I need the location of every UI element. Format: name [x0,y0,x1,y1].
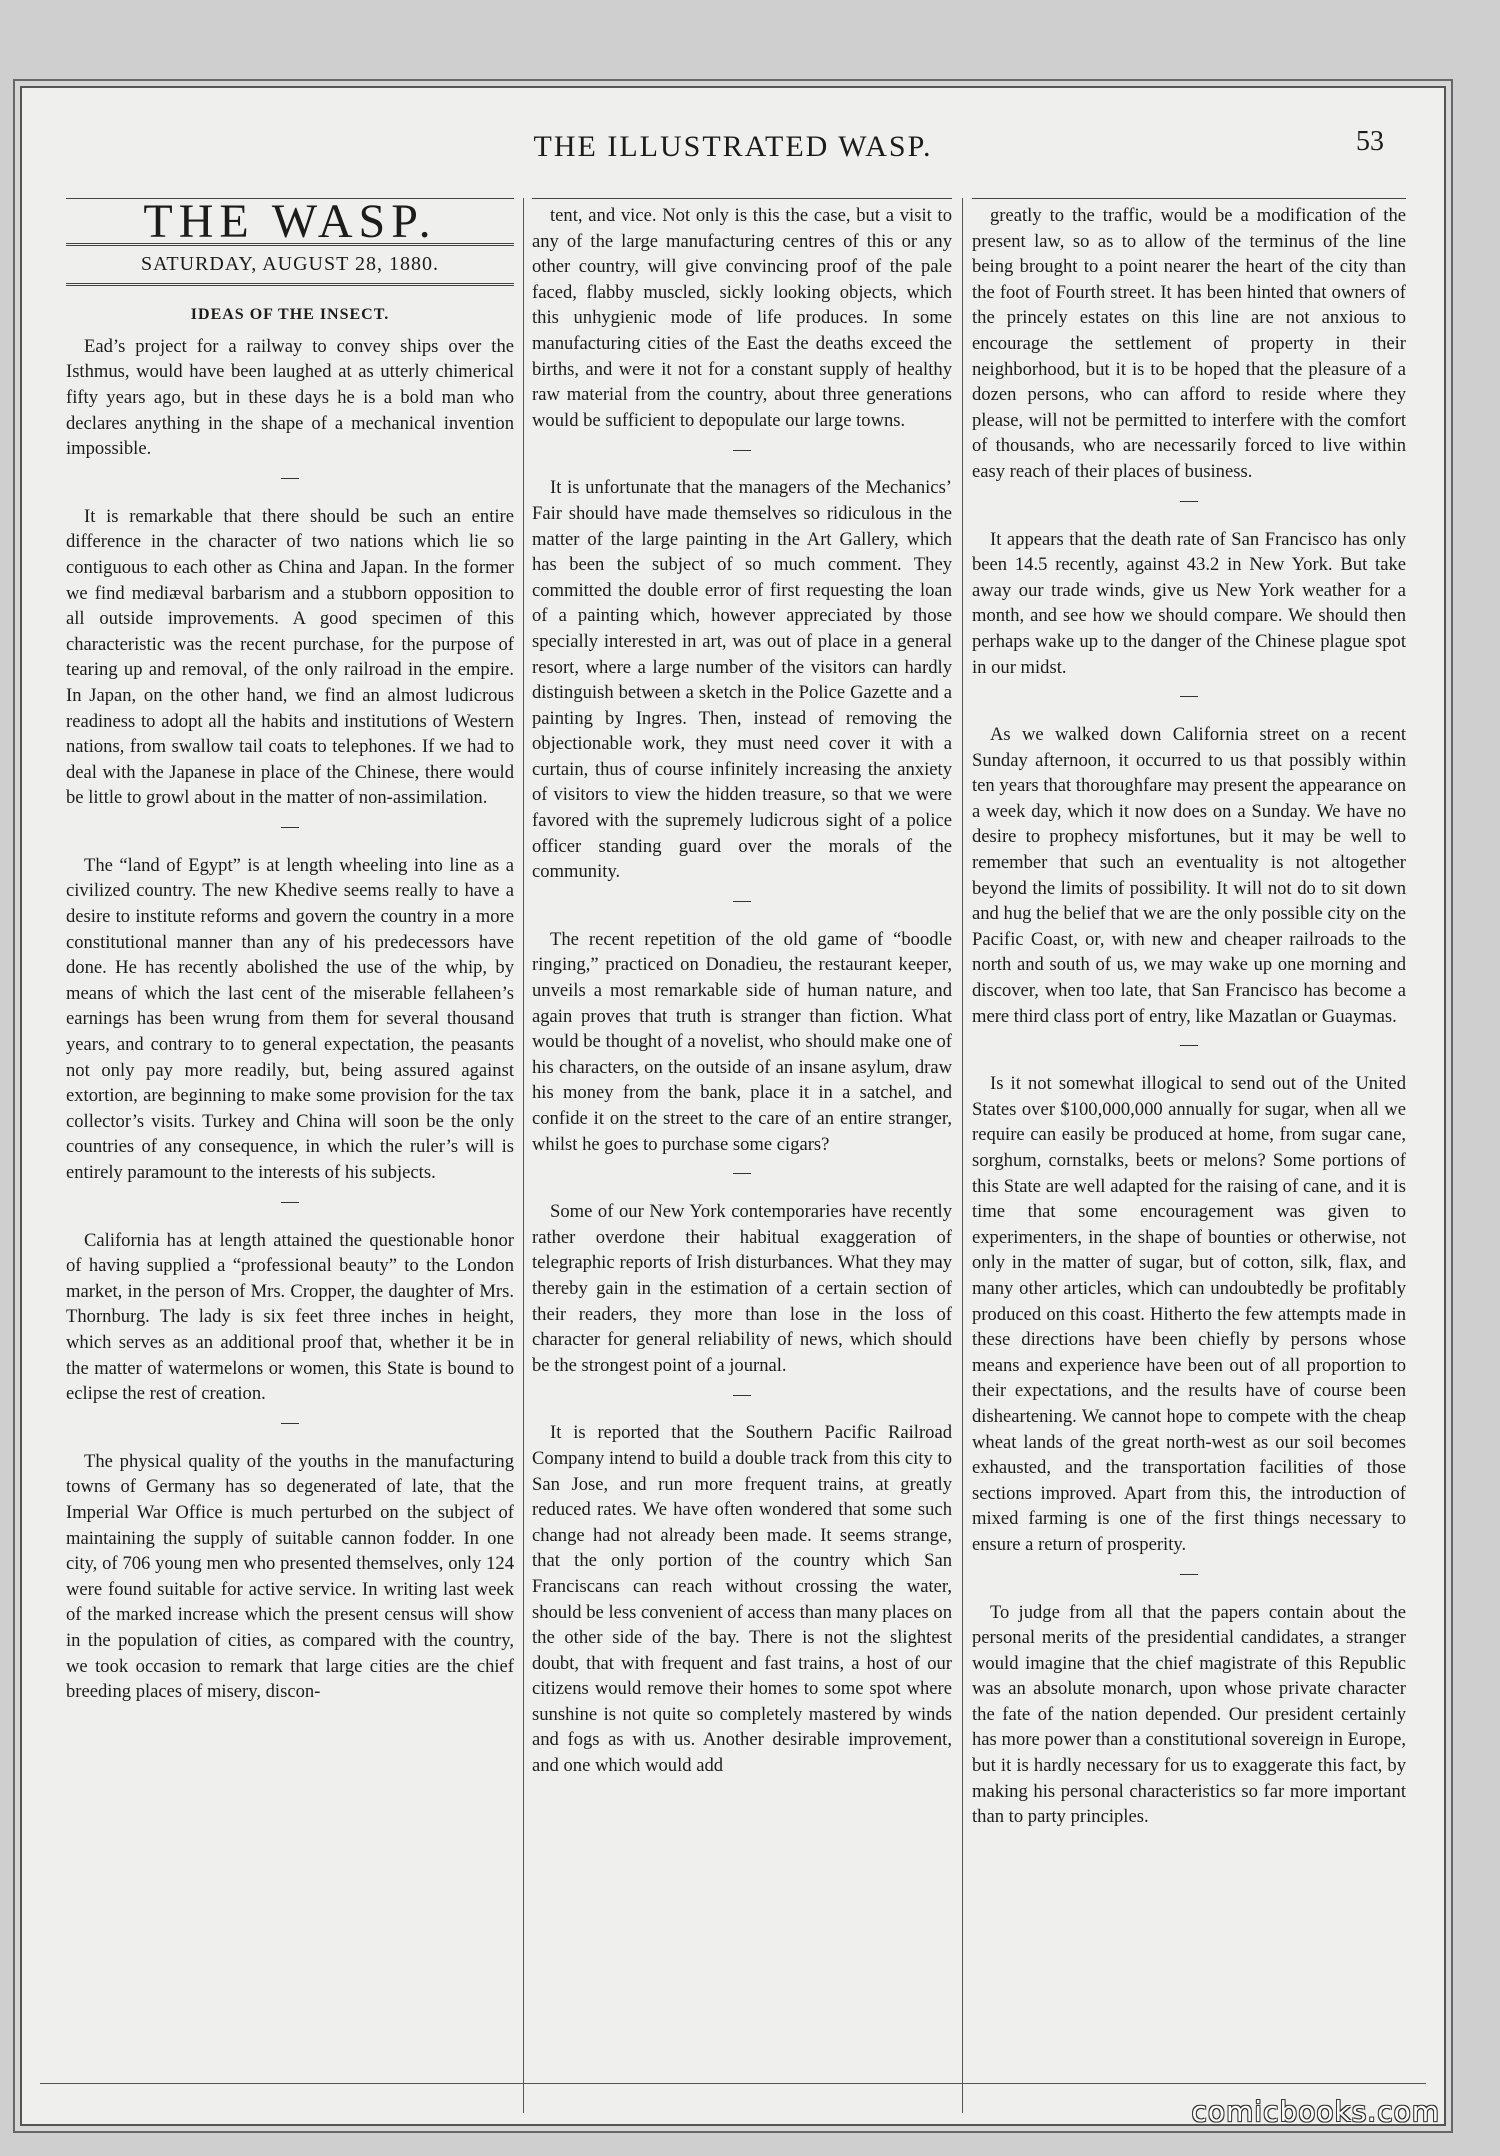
column-top-rule [532,198,952,199]
paragraph-separator [66,468,514,488]
column-2 [532,198,952,2098]
paragraph-separator [66,1192,514,1212]
article-paragraph: The physical quality of the youths in the manufacturing towns of Germany has so degenerated of late, that the Imperial War Office is much perturbed on the subject of maintaining the supply of suitable cannon fodder. In one city, of 706 young men who presented themselves, only 124 were found suitable for active service. In writing last week of the marked increase which the present census will show in the population of cities, as compared with the country, we took occasion to remark that large cities are the chief breeding places of misery, discon- [66,1450,514,1703]
page-header [22,108,1444,168]
column-body [66,334,514,1705]
running-title: THE ILLUSTRATED WASP. [533,130,933,163]
article-paragraph: California has at length attained the questionable honor of having supplied a “professional beauty” to the London market, in the person of Mrs. Cropper, the daughter of Mrs. Thornburg. The lady is six feet three inches in height, which serves as an additional proof that, whether it be in the matter of watermelons or women, this State is bound to eclipse the rest of creation. [66,1229,514,1405]
article-paragraph: It appears that the death rate of San Francisco has only been 14.5 recently, against 43.2 in New York. But take away our trade winds, give us New York weather for a month, and see how we should compare. We should then perhaps wake up to the danger of the Chinese plague spot in our midst. [972,528,1406,678]
article-paragraph: Some of our New York contemporaries have recently rather overdone their habitual exaggeration of telegraphic reports of Irish disturbances. What they may thereby gain in the estimation of a certain section of their readers, they more than lose in the loss of character for general reliability of news, which should be the strongest point of a journal. [532,1201,952,1376]
article-paragraph: The recent repetition of the old game of “boodle ringing,” practiced on Donadieu, the restaurant keeper, unveils a most remarkable side of human nature, and again proves that truth is stranger than fiction. What would be thought of a novelist, who should make one of his characters, on the outside of an insane asylum, draw his money from the bank, place it in a satchel, and confide it on the street to the care of an entire stranger, whilst he goes to purchase some cigars? [532,928,952,1155]
column-top-rule [972,198,1406,199]
masthead-title: THE WASP. [143,198,437,248]
article-paragraph: It is remarkable that there should be such an entire difference in the character of two nations which lie so contiguous to each other as China and Japan. In the former we find mediæval barbarism and a stubborn opposition to all outside improvements. A good specimen of this characteristic was the recent purchase, for the purpose of tearing up and removal, of the only railroad in the empire. In Japan, on the other hand, we find an almost ludicrous readiness to adopt all the habits and institutions of Western nations, from swallow tail coats to telephones. If we had to deal with the Japanese in place of the Chinese, there would be little to growl about in the matter of non-assimilation. [66,505,514,809]
article-paragraph: It is unfortunate that the managers of the Mechanics’ Fair should have made themselves so ridiculous in the matter of the large painting in the Art Gallery, which has been the subject of so much comment. They committed the double error of first requesting the loan of a painting which, however appreciated by those specially interested in art, was out of place in a general resort, where a large number of the visitors can hardly distinguish between a sketch in the Police Gazette and a painting by Ingres. Then, instead of removing the objectionable work, they must need cover it with a curtain, thus of course infinitely increasing the anxiety of visitors to view the hidden treasure, so that we were favored with the supremely ludicrous sight of a police officer standing guard over the morals of the community. [532,477,952,883]
page-bottom-rule [40,2083,1426,2084]
section-heading: IDEAS OF THE INSECT. [190,306,390,324]
paragraph-separator [532,891,952,911]
column-divider [962,198,963,2113]
paragraph-separator [66,817,514,837]
article-paragraph: The “land of Egypt” is at length wheeling into line as a civilized country. The new Khedive seems really to have a desire to institute reforms and govern the country in a more constitutional manner than any of his predecessors have done. He has recently abolished the use of the whip, by means of which the last cent of the miserable fellaheen’s earnings has been wrung from them for several thousand years, and contrary to to general expectation, the peasants not only pay more readily, but, being assured against extortion, are beginning to make some provision for the tax collector’s visits. Turkey and China will soon be the only countries of any consequence, in which the ruler’s will is entirely paramount to the interests of his subjects. [66,854,514,1183]
paragraph-separator [972,491,1406,511]
column-body [972,203,1406,1830]
paragraph-separator [972,1035,1406,1055]
column-divider [523,198,524,2113]
article-paragraph: Is it not somewhat illogical to send out of the United States over $100,000,000 annually for sugar, when all we require can easily be produced at home, from sugar cane, sorghum, cornstalks, beets or melons? Some portions of this State are well adapted for the raising of cane, and it is time that some encouragement was given to experimenters, in the shape of bounties or otherwise, not only in the matter of sugar, but of cotton, silk, flax, and many other articles, which can undoubtedly be profitably produced on this coast. Hitherto the few attempts made in these directions have been chiefly by persons whose means and experience have been out of all proportion to their expectations, and the results have of course been disheartening. We cannot hope to compete with the cheap wheat lands of the great north-west as our soil becomes exhausted, and the transportation facilities of those sections improved. Apart from this, the introduction of mixed farming is one of the first things necessary to ensure a return of prosperity. [972,1073,1406,1555]
newspaper-page [20,86,1446,2126]
paragraph-separator [66,1413,514,1433]
article-paragraph: Ead’s project for a railway to convey ships over the Isthmus, would have been laughed at as utterly chimerical fifty years ago, but in these days he is a bold man who declares anything in the shape of a mechanical invention impossible. [66,335,514,460]
column-3 [972,198,1406,2098]
column-1 [66,198,514,2098]
page-number: 53 [1356,126,1384,157]
watermark: comicbooks.com [1191,2095,1440,2128]
column-body [532,203,952,1779]
dateline-rule [66,283,514,286]
article-paragraph: greatly to the traffic, would be a modification of the present law, so as to allow of the terminus of the line being brought to a point nearer the heart of the city than the foot of Fourth street. It has been hinted that owners of the princely estates on this line are not anxious to encourage the settlement of property in their neighborhood, but it is to be hoped that the pleasure of a dozen persons, who can afford to reside where they please, will not be permitted to interfere with the comfort of thousands, who are necessarily forced to live within easy reach of their places of business. [972,205,1406,482]
article-paragraph: tent, and vice. Not only is this the case, but a visit to any of the large manufacturing centres of this or any other country, will give convincing proof of the pale faced, flabby muscled, sickly looking objects, which this unhygienic mode of life produces. In some manufacturing cities of the East the deaths exceed the births, and were it not for a constant supply of healthy raw material from the country, about three generations would be sufficient to depopulate our large towns. [532,205,952,431]
paragraph-separator [972,1564,1406,1584]
article-paragraph: It is reported that the Southern Pacific Railroad Company intend to build a double track from this city to San Jose, and run more frequent trains, at greatly reduced rates. We have often wondered that some such change had not already been made. It seems strange, that the only portion of the country which San Franciscans can reach without crossing the water, should be less convenient of access than many places on the other side of the bay. There is not the slightest doubt, that with frequent and fast trains, a host of our citizens would remove their homes to some spot where sunshine is not quite so completely mastered by winds and fogs as with us. Another desirable improvement, and one which would add [532,1422,952,1777]
article-columns [66,198,1416,2098]
article-paragraph: As we walked down California street on a recent Sunday afternoon, it occurred to us that possibly within ten years that thoroughfare may present the appearance on a week day, which it now does on a Sunday. We have no desire to prophecy misfortunes, but it may be well to remember that such an eventuality is not altogether beyond the limits of possibility. It will not do to sit down and hug the belief that we are the only possible city on the Pacific Coast, or, with new and cheaper railroads to the north and south of us, we may wake up one morning and discover, when too late, that San Francisco has become a mere third class port of entry, like Mazatlan or Guaymas. [972,724,1406,1027]
article-paragraph: To judge from all that the papers contain about the personal merits of the presidential candidates, a stranger would imagine that the chief magistrate of this Republic was an absolute monarch, upon whose private character the fate of the nation depended. Our president certainly has more power than a constitutional sovereign in Europe, but it is hardly necessary for us to exaggerate this fact, by making his personal characteristics so far more important than to party principles. [972,1601,1406,1828]
dateline: SATURDAY, AUGUST 28, 1880. [141,252,439,275]
paragraph-separator [532,439,952,459]
paragraph-separator [972,686,1406,706]
paragraph-separator [532,1384,952,1404]
paragraph-separator [532,1163,952,1183]
